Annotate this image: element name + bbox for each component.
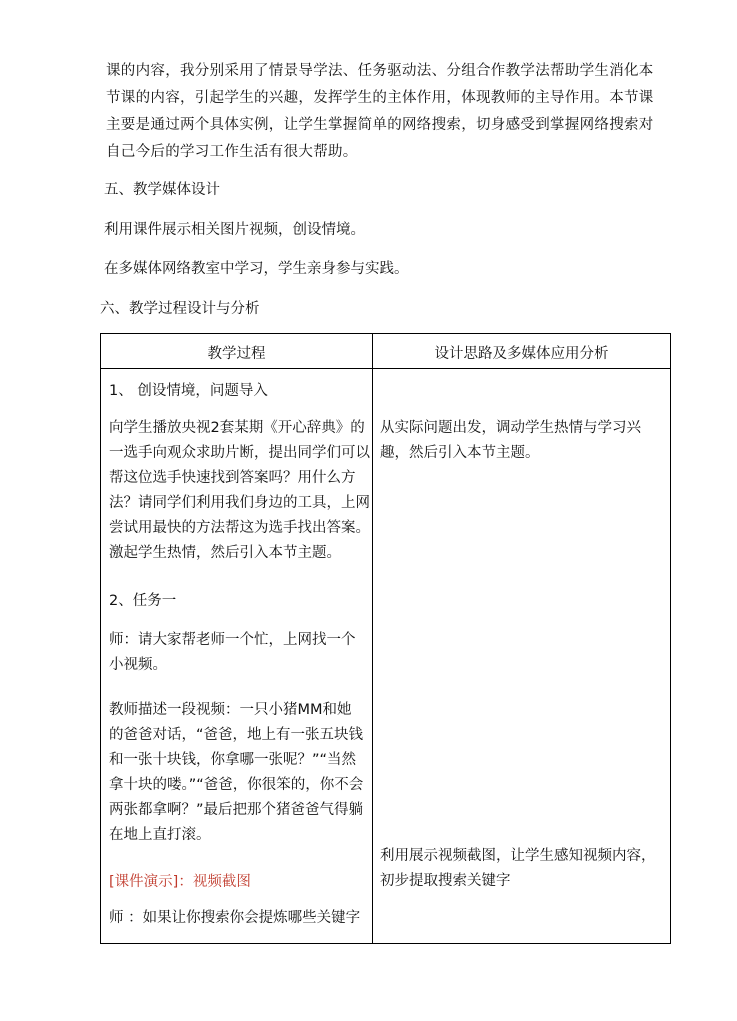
step1-title: 1、 创设情境，问题导入 (109, 383, 268, 399)
header-design-analysis: 设计思路及多媒体应用分析 (434, 346, 609, 362)
section5-heading: 五、教学媒体设计 (104, 182, 220, 198)
section6-heading: 六、教学过程设计与分析 (100, 301, 260, 317)
analysis-note-2: 利用展示视频截图，让学生感知视频内容，初步提取搜索关键字 (380, 848, 656, 889)
analysis-note-1: 从实际问题出发，调动学生热情与学习兴趣，然后引入本节主题。 (380, 420, 641, 461)
courseware-demo-label: [课件演示]：视频截图 (109, 874, 251, 890)
header-teaching-process: 教学过程 (207, 346, 266, 362)
step2-video-description: 教师描述一段视频：一只小猪MM和她的爸爸对话，“爸爸，地上有一张五块钱和一张十块钱，你拿哪一张呢？”“当然拿十块的喽。”“爸爸，你很笨的，你不会两张都拿啊？”最后把那个猪爸爸气得躺在地上直打滚。 (109, 702, 364, 843)
step2-title: 2、任务一 (109, 593, 177, 609)
step1-body: 向学生播放央视2套某期《开心辞典》的一选手向观众求助片断，提出同学们可以帮这位选手快速找到答案吗？用什么方法？请同学们利用我们身边的工具，上网尝试用最快的方法帮这为选手找出答案。激起学生热情，然后引入本节主题。 (109, 420, 370, 561)
teaching-process-table (100, 333, 671, 944)
section5-line-2: 在多媒体网络教室中学习，学生亲身参与实践。 (104, 261, 409, 277)
header-divider (101, 368, 670, 369)
column-divider (372, 334, 373, 943)
intro-paragraph: 课的内容，我分别采用了情景导学法、任务驱动法、分组合作教学法帮助学生消化本节课的内容，引起学生的兴趣，发挥学生的主体作用，体现教师的主导作用。本节课主要是通过两个具体实例，让学生掌握简单的网络搜索，切身感受到掌握网络搜索对自己今后的学习工作生活有很大帮助。 (106, 63, 654, 160)
section5-line-1: 利用课件展示相关图片视频，创设情境。 (104, 222, 365, 238)
teacher-question: 师 ：如果让你搜索你会提炼哪些关键字 (109, 910, 361, 926)
step2-teacher-line: 师：请大家帮老师一个忙，上网找一个小视频。 (109, 632, 356, 673)
